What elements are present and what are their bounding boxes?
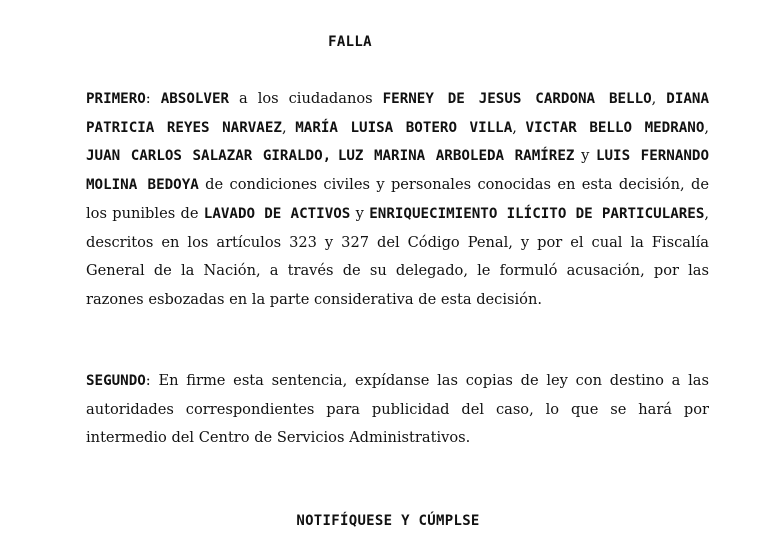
defendant-name-4: VICTAR BELLO MEDRANO (525, 119, 705, 136)
crime-1: LAVADO DE ACTIVOS (203, 205, 351, 222)
separator-6: y (574, 147, 596, 165)
closing-title: NOTIFÍQUESE Y CÚMPLSE (296, 513, 480, 529)
separator-1: , (651, 90, 667, 107)
segundo-label: SEGUNDO (86, 373, 146, 389)
primero-paragraph (86, 85, 709, 315)
primero-text-2: de condiciones civiles y personales conocidas en esta decisión, de los punibles de (86, 176, 709, 222)
separator-2: , (281, 118, 296, 136)
segundo-text: : En firme esta sentencia, expídanse las copias de ley con destino a las autoridades correspondientes para publicidad del caso, lo que se hará por intermedio del Centro de Servicios Administrativos. (86, 372, 709, 447)
separator-4: , (704, 118, 710, 136)
defendant-name-2: DIANA PATRICIA REYES NARVAEZ (86, 91, 710, 136)
primero-label: PRIMERO (86, 91, 146, 107)
primero-text-1: a los ciudadanos (229, 90, 383, 107)
defendant-name-6: LUZ MARINA ARBOLEDA RAMÍREZ (337, 148, 575, 165)
primero-text-4: , descritos en los artículos 323 y 327 del Código Penal, y por el cual la Fiscalía General de la Nación, a través de su delegado, le formuló acusación, por las razones esbozadas en la parte considerativa de esta decisión. (86, 204, 710, 308)
section-title: FALLA (328, 34, 372, 50)
primero-sep: : (145, 90, 161, 107)
defendant-name-1: FERNEY DE JESUS CARDONA BELLO (382, 91, 652, 107)
defendant-name-7: LUIS FERNANDO MOLINA BEDOYA (86, 148, 710, 194)
defendant-name-5: JUAN CARLOS SALAZAR GIRALDO, (86, 148, 332, 165)
crime-2: ENRIQUECIMIENTO ILÍCITO DE PARTICULARES (369, 205, 705, 222)
primero-text-3: y (350, 204, 370, 222)
absolver-verb: ABSOLVER (160, 91, 230, 107)
segundo-paragraph (86, 367, 709, 453)
defendant-name-3: MARÍA LUISA BOTERO VILLA (295, 119, 513, 136)
separator-3: , (512, 118, 526, 136)
separator-5 (331, 147, 338, 164)
